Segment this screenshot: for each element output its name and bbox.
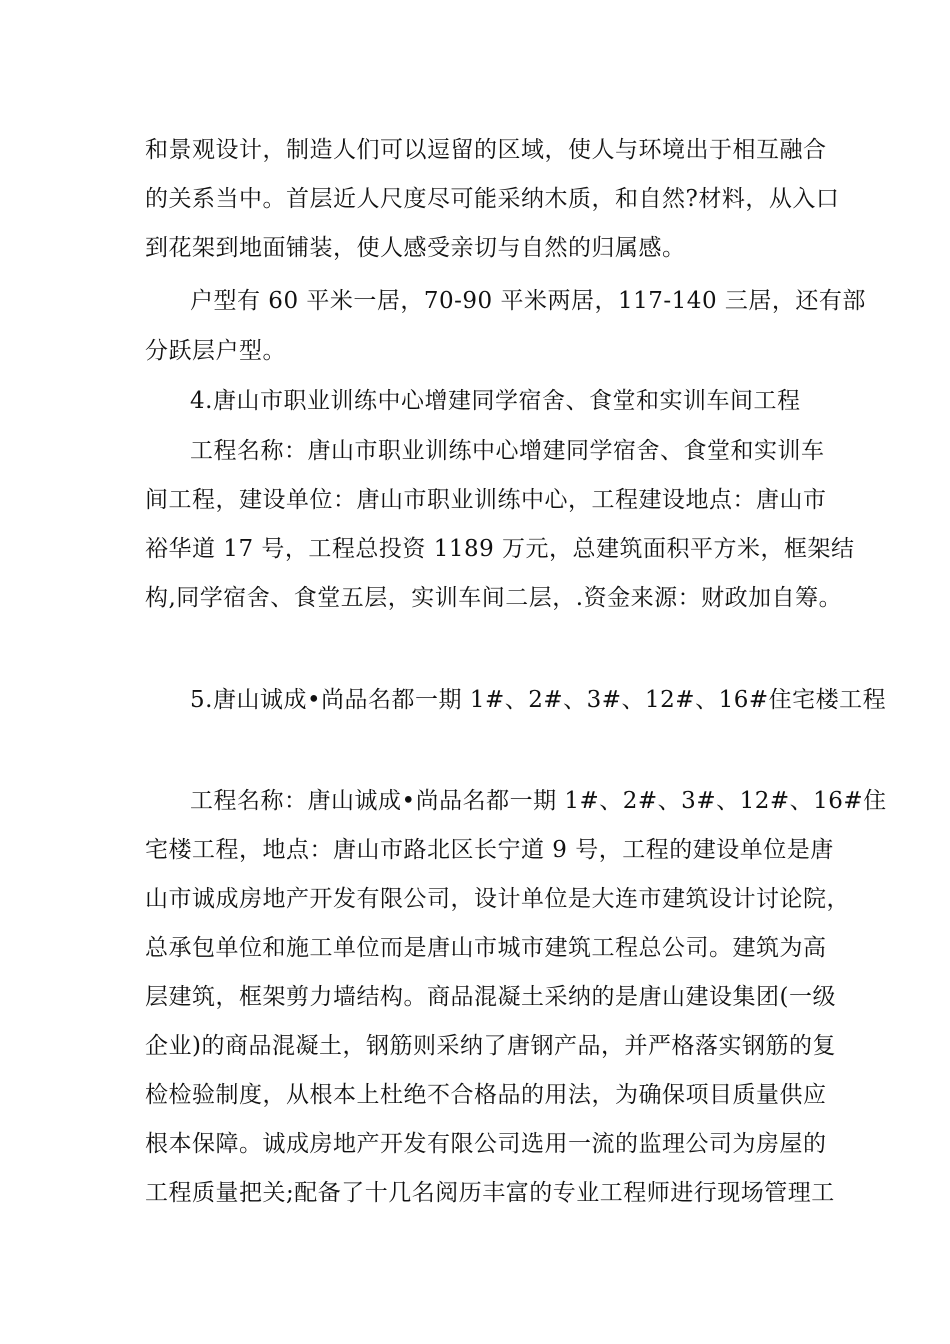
paragraph-line-7: 工程名称：唐山市职业训练中心增建同学宿舍、食堂和实训车 — [190, 438, 825, 464]
paragraph-line-19: 根本保障。诚成房地产开发有限公司选用一流的监理公司为房屋的 — [145, 1131, 827, 1157]
section-heading-5: 5.唐山诚成•尚品名都一期 1#、2#、3#、12#、16#住宅楼工程 — [190, 687, 887, 713]
paragraph-line-13: 宅楼工程，地点：唐山市路北区长宁道 9 号，工程的建设单位是唐 — [145, 837, 834, 863]
paragraph-line-16: 层建筑，框架剪力墙结构。商品混凝土采纳的是唐山建设集团(一级 — [145, 984, 836, 1010]
paragraph-line-15: 总承包单位和施工单位而是唐山市城市建筑工程总公司。建筑为高 — [145, 935, 827, 961]
paragraph-line-18: 检检验制度，从根本上杜绝不合格品的用法，为确保项目质量供应 — [145, 1082, 827, 1108]
paragraph-line-1: 和景观设计，制造人们可以逗留的区域，使人与环境出于相互融合 — [145, 137, 827, 163]
paragraph-line-8: 间工程，建设单位：唐山市职业训练中心，工程建设地点：唐山市 — [145, 487, 827, 513]
paragraph-line-17: 企业)的商品混凝土，钢筋则采纳了唐钢产品，并严格落实钢筋的复 — [145, 1033, 836, 1059]
section-heading-4: 4.唐山市职业训练中心增建同学宿舍、食堂和实训车间工程 — [190, 388, 801, 414]
paragraph-line-2: 的关系当中。首层近人尺度尽可能采纳木质，和自然?材料，从入口 — [145, 186, 840, 212]
paragraph-line-3: 到花架到地面铺装，使人感受亲切与自然的归属感。 — [145, 235, 686, 261]
paragraph-line-4: 户型有 60 平米一居，70-90 平米两居，117-140 三居，还有部 — [190, 288, 866, 314]
paragraph-line-9: 裕华道 17 号，工程总投资 1189 万元，总建筑面积平方米，框架结 — [145, 536, 855, 562]
paragraph-line-5: 分跃层户型。 — [145, 338, 286, 364]
paragraph-line-14: 山市诚成房地产开发有限公司，设计单位是大连市建筑设计讨论院， — [145, 886, 850, 912]
paragraph-line-20: 工程质量把关;配备了十几名阅历丰富的专业工程师进行现场管理工 — [145, 1180, 835, 1206]
paragraph-line-12: 工程名称：唐山诚成•尚品名都一期 1#、2#、3#、12#、16#住 — [190, 788, 887, 814]
paragraph-line-10: 构,同学宿舍、食堂五层，实训车间二层，.资金来源：财政加自筹。 — [145, 585, 843, 611]
